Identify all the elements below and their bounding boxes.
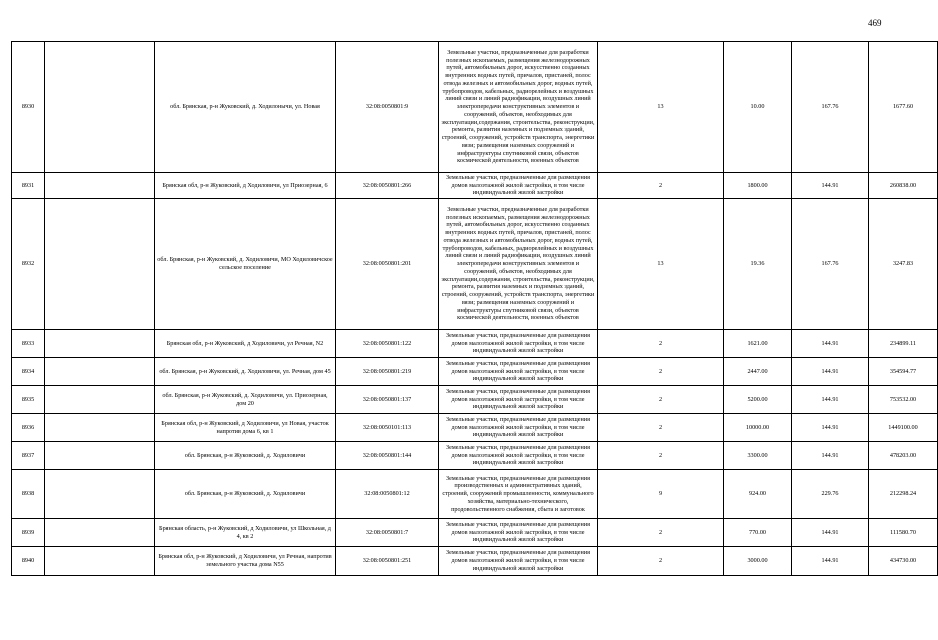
land-use-cell: Земельные участки, предназначенные для размещения домов малоэтажной жилой застройки, в том числе индивидуальной жилой застройки xyxy=(439,358,598,386)
table-row xyxy=(12,330,938,358)
row-id: 8939 xyxy=(12,519,45,547)
cadastral-number-cell: 32:08:0050801:137 xyxy=(336,386,439,414)
area-cell: 1621.00 xyxy=(724,330,792,358)
cadastral-value-cell: 478203.00 xyxy=(869,442,938,470)
cadastral-value-cell: 212298.24 xyxy=(869,470,938,519)
cadastral-number-cell: 32:08:0050101:113 xyxy=(336,414,439,442)
cadastral-value-cell: 1677.60 xyxy=(869,42,938,173)
land-use-cell: Земельные участки, предназначенные для размещения домов малоэтажной жилой застройки, в том числе индивидуальной жилой застройки xyxy=(439,386,598,414)
use-category-cell: 2 xyxy=(598,414,724,442)
area-cell: 19.36 xyxy=(724,199,792,330)
table-row xyxy=(12,358,938,386)
cadastral-value-cell: 1449100.00 xyxy=(869,414,938,442)
cadastral-value-cell: 753532.00 xyxy=(869,386,938,414)
empty-cell xyxy=(45,414,155,442)
table-row xyxy=(12,547,938,576)
area-cell: 924.00 xyxy=(724,470,792,519)
use-category-cell: 2 xyxy=(598,330,724,358)
area-cell: 3000.00 xyxy=(724,547,792,576)
cadastral-value-cell: 434730.00 xyxy=(869,547,938,576)
rate-cell: 144.91 xyxy=(792,173,869,199)
table-row xyxy=(12,470,938,519)
rate-cell: 144.91 xyxy=(792,330,869,358)
use-category-cell: 2 xyxy=(598,519,724,547)
page-number: 469 xyxy=(868,18,882,28)
cadastral-number-cell: 32:08:0050801:7 xyxy=(336,519,439,547)
rate-cell: 144.91 xyxy=(792,547,869,576)
rate-cell: 144.91 xyxy=(792,386,869,414)
row-id: 8930 xyxy=(12,42,45,173)
address-cell: Брянская область, р-н Жуковский, д Ходиловичи, ул Школьная, д 4, кв 2 xyxy=(155,519,336,547)
area-cell: 10.00 xyxy=(724,42,792,173)
rate-cell: 144.91 xyxy=(792,414,869,442)
table-row xyxy=(12,414,938,442)
row-id: 8934 xyxy=(12,358,45,386)
cadastral-number-cell: 32:08:0050801:122 xyxy=(336,330,439,358)
address-cell: обл. Брянская, р-н Жуковский, д. Ходиловичи, ул. Приозерная, дом 20 xyxy=(155,386,336,414)
row-id: 8931 xyxy=(12,173,45,199)
empty-cell xyxy=(45,470,155,519)
cadastral-number-cell: 32:08:0050801:201 xyxy=(336,199,439,330)
rate-cell: 144.91 xyxy=(792,358,869,386)
table-row xyxy=(12,519,938,547)
use-category-cell: 2 xyxy=(598,547,724,576)
address-cell: Брянская обл, р-н Жуковский, д Ходиловичи, ул Приозерная, 6 xyxy=(155,173,336,199)
land-use-cell: Земельные участки, предназначенные для разработки полезных ископаемых, размещения железнодорожных путей, автомобильных дорог, искусственно созданных внутренних водных путей, причалов, пристаней, полос отвода железных и автомобильных дорог, водных путей, трубопроводов, кабельных, радиорелейных и воздушных линий связи и линий радиофикации, воздушных линий электропередачи конструктивных элементов и сооружений, объектов, необходимых для эксплуатации,содержания, строительства, реконструкции, ремонта, развития наземных и подземных зданий, строений, сооружений, устройств транспорта, энергетики вязи; размещения наземных сооружений и инфраструктуры спутниковой связи, объектов космической деятельности, военных объектов xyxy=(439,42,598,173)
empty-cell xyxy=(45,330,155,358)
rate-cell: 167.76 xyxy=(792,199,869,330)
row-id: 8940 xyxy=(12,547,45,576)
table-row xyxy=(12,442,938,470)
empty-cell xyxy=(45,519,155,547)
area-cell: 2447.00 xyxy=(724,358,792,386)
land-use-cell: Земельные участки, предназначенные для разработки полезных ископаемых, размещения железнодорожных путей, автомобильных дорог, искусственно созданных внутренних водных путей, причалов, пристаней, полос отвода железных и автомобильных дорог, водных путей, трубопроводов, кабельных, радиорелейных и воздушных линий связи и линий радиофикации, воздушных линий электропередачи конструктивных элементов и сооружений, объектов, необходимых для эксплуатации,содержания, строительства, реконструкции, ремонта, развития наземных и подземных зданий, строений, сооружений, устройств транспорта, энергетики вязи; размещения наземных сооружений и инфраструктуры спутниковой связи, объектов космической деятельности, военных объектов xyxy=(439,199,598,330)
table-row xyxy=(12,386,938,414)
cadastral-value-table xyxy=(11,41,938,576)
rate-cell: 229.76 xyxy=(792,470,869,519)
cadastral-number-cell: 32:08:0050801:266 xyxy=(336,173,439,199)
address-cell: обл. Брянская, р-н Жуковский, д. Ходилонычи, ул. Новая xyxy=(155,42,336,173)
land-use-cell: Земельные участки, предназначенные для размещения домов малоэтажной жилой застройки, в том числе индивидуальной жилой застройки xyxy=(439,519,598,547)
rate-cell: 167.76 xyxy=(792,42,869,173)
cadastral-value-cell: 111580.70 xyxy=(869,519,938,547)
use-category-cell: 2 xyxy=(598,442,724,470)
row-id: 8935 xyxy=(12,386,45,414)
empty-cell xyxy=(45,358,155,386)
table-row xyxy=(12,42,938,173)
empty-cell xyxy=(45,42,155,173)
address-cell: обл. Брянская, р-н Жуковский, д. Ходиловичи, МО Ходиловичское сельское поселение xyxy=(155,199,336,330)
use-category-cell: 2 xyxy=(598,358,724,386)
cadastral-value-cell: 3247.83 xyxy=(869,199,938,330)
row-id: 8938 xyxy=(12,470,45,519)
area-cell: 5200.00 xyxy=(724,386,792,414)
row-id: 8933 xyxy=(12,330,45,358)
area-cell: 3300.00 xyxy=(724,442,792,470)
land-use-cell: Земельные участки, предназначенные для размещения домов малоэтажной жилой застройки, в том числе индивидуальной жилой застройки xyxy=(439,173,598,199)
table-row xyxy=(12,173,938,199)
rate-cell: 144.91 xyxy=(792,442,869,470)
cadastral-number-cell: 32:08:0050801:251 xyxy=(336,547,439,576)
address-cell: обл. Брянская, р-н Жуковский, д. Ходиловичи xyxy=(155,470,336,519)
cadastral-value-cell: 260838.00 xyxy=(869,173,938,199)
area-cell: 10000.00 xyxy=(724,414,792,442)
use-category-cell: 9 xyxy=(598,470,724,519)
cadastral-value-cell: 234899.11 xyxy=(869,330,938,358)
address-cell: обл. Брянская, р-н Жуковский, д. Ходиловичи, ул. Речная, дом 45 xyxy=(155,358,336,386)
cadastral-number-cell: 32:08:0050801:9 xyxy=(336,42,439,173)
row-id: 8936 xyxy=(12,414,45,442)
empty-cell xyxy=(45,199,155,330)
use-category-cell: 13 xyxy=(598,42,724,173)
land-use-cell: Земельные участки, предназначенные для размещения домов малоэтажной жилой застройки, в том числе индивидуальной жилой застройки xyxy=(439,330,598,358)
empty-cell xyxy=(45,386,155,414)
table-row xyxy=(12,199,938,330)
address-cell: обл. Брянская, р-н Жуковский, д. Ходиловичи xyxy=(155,442,336,470)
cadastral-number-cell: 32:08:0050801:144 xyxy=(336,442,439,470)
use-category-cell: 2 xyxy=(598,386,724,414)
area-cell: 1800.00 xyxy=(724,173,792,199)
empty-cell xyxy=(45,442,155,470)
rate-cell: 144.91 xyxy=(792,519,869,547)
land-use-cell: Земельные участки, предназначенные для размещения домов малоэтажной жилой застройки, в том числе индивидуальной жилой застройки xyxy=(439,442,598,470)
area-cell: 770.00 xyxy=(724,519,792,547)
use-category-cell: 2 xyxy=(598,173,724,199)
row-id: 8932 xyxy=(12,199,45,330)
land-use-cell: Земельные участки, предназначенные для размещения производственных и административных зданий, строений, сооружений промышленности, коммунального хозяйства, материально-технического, продовольственного снабжения, сбыта и заготовок xyxy=(439,470,598,519)
cadastral-number-cell: 32:08:0050801:219 xyxy=(336,358,439,386)
cadastral-value-cell: 354594.77 xyxy=(869,358,938,386)
empty-cell xyxy=(45,173,155,199)
address-cell: Брянская обл, р-н Жуковский, д Ходиловичи, ул Речная, напротив земельного участка дома N55 xyxy=(155,547,336,576)
empty-cell xyxy=(45,547,155,576)
address-cell: Брянская обл, р-н Жуковский, д Ходиловичи, ул Речная, N2 xyxy=(155,330,336,358)
use-category-cell: 13 xyxy=(598,199,724,330)
row-id: 8937 xyxy=(12,442,45,470)
land-use-cell: Земельные участки, предназначенные для размещения домов малоэтажной жилой застройки, в том числе индивидуальной жилой застройки xyxy=(439,414,598,442)
cadastral-number-cell: 32:08:0050801:12 xyxy=(336,470,439,519)
land-use-cell: Земельные участки, предназначенные для размещения домов малоэтажной жилой застройки, в том числе индивидуальной жилой застройки xyxy=(439,547,598,576)
address-cell: Брянская обл, р-н Жуковский, д Ходиловичи, ул Новая, участок напротив дома 6, кв 1 xyxy=(155,414,336,442)
